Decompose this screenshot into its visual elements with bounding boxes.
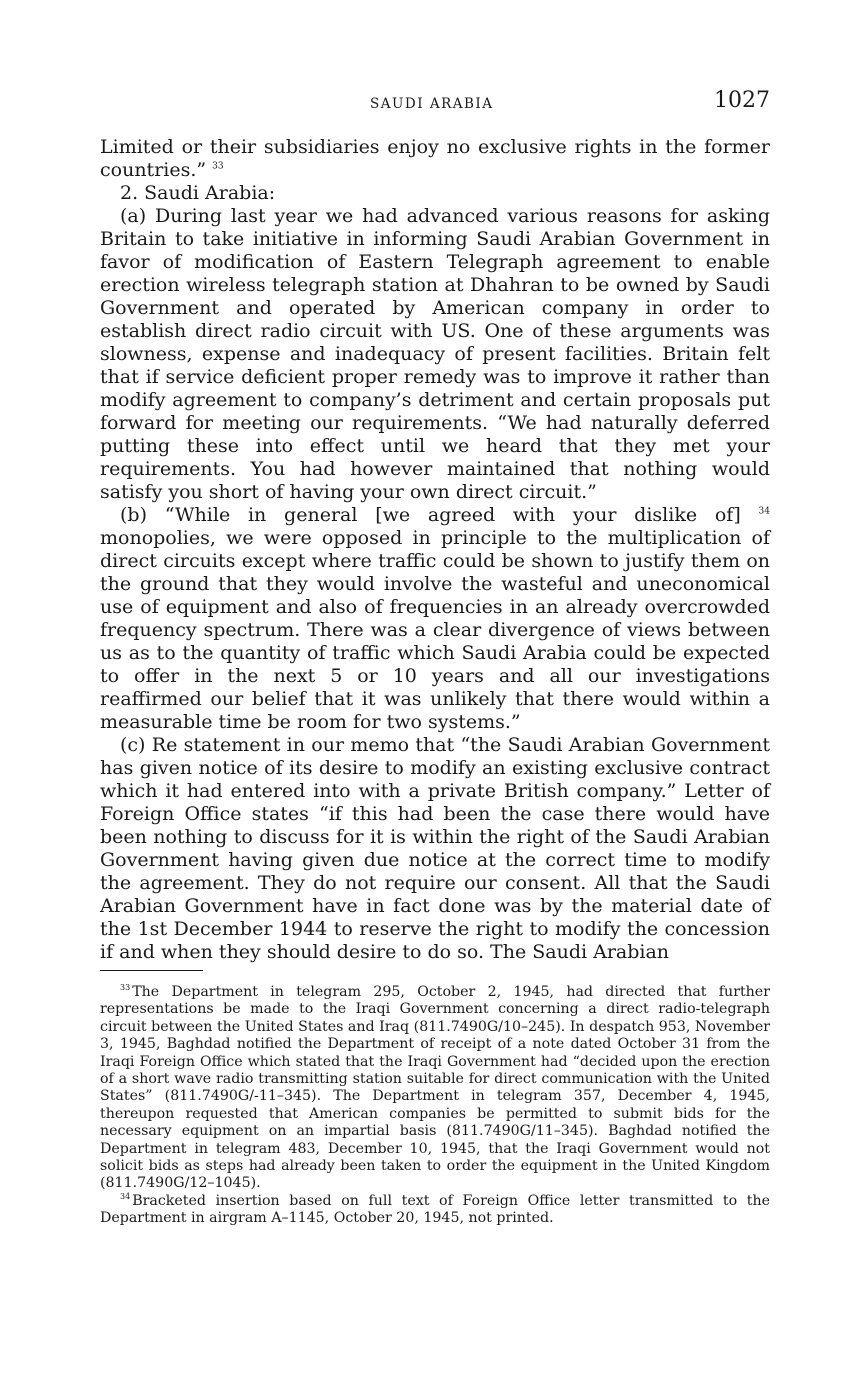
paragraph-text: Limited or their subsidiaries enjoy no exclusive rights in the former countries.” [100, 136, 770, 181]
paragraph-label: (b) [120, 504, 147, 526]
footnote-divider [100, 970, 203, 971]
footnotes [100, 984, 770, 1228]
running-head: SAUDI ARABIA [370, 96, 494, 112]
page-header [100, 88, 770, 120]
paragraph-continuation [100, 136, 770, 182]
footnote-ref-33[interactable]: 33 [212, 161, 224, 172]
footnote-text: The Department in telegram 295, October 2, 1945, had directed that further representations be made to the Iraqi Government concerning a direct radio-telegraph circuit between the United States and Iraq (811.7490G/10–245). In despatch 953, November 3, 1945, Baghdad notified the Department of receipt of a note dated October 31 from the Iraqi Foreign Office which stated that the Iraqi Government had “decided upon the erection of a short wave radio transmitting station suitable for direct communication with the United States” (811.7490G/-11–345). The Department in telegram 357, December 4, 1945, thereupon requested that American companies be permitted to submit bids for the necessary equipment on an impartial basis (811.7490G/11–345). Baghdad notified the Department in telegram 483, December 10, 1945, that the Iraqi Government would not solicit bids as steps had already been taken to order the equipment in the United Kingdom (811.7490G/12–1045). [100, 984, 770, 1192]
footnote-34 [100, 1193, 770, 1228]
footnote-mark: 33 [120, 983, 131, 993]
footnote-33 [100, 984, 770, 1193]
paragraph-label: (a) [120, 205, 147, 227]
paragraph-text: Re statement in our memo that “the Saudi Arabian Government has given notice of its desire to modify an existing exclusive contract which it had entered into with a private British company.” Letter of Foreign Office states “if this had been the case there would have been nothing to discuss for it is within the right of the Saudi Arabian Government having given due notice at the correct time to modify the agreement. They do not require our consent. All that the Saudi Arabian Government have in fact done was by the material date of the 1st December 1944 to reserve the right to modify the concession if and when they should desire to do so. The Saudi Arabian [100, 734, 771, 963]
section-heading: 2. Saudi Arabia: [120, 182, 276, 204]
paragraph-text: monopolies, we were opposed in principle to the multiplication of direct circuits except where traffic could be shown to justify them on the ground that they would involve the wasteful and uneconomical use of equipment and also of frequencies in an already overcrowded frequency spectrum. There was a clear divergence of views between us as to the quantity of traffic which Saudi Arabia could be expected to offer in the next 5 or 10 years and all our investigations reaffirmed our belief that it was unlikely that there would within a measurable time be room for two systems.” [100, 527, 770, 733]
footnote-text: Bracketed insertion based on full text of Foreign Office letter transmitted to the Department in airgram A–1145, October 20, 1945, not printed. [100, 1192, 770, 1227]
paragraph-label: (c) [120, 734, 146, 756]
body-text [100, 136, 770, 964]
paragraph-text: “While in general [we agreed with your dislike of] [164, 504, 741, 526]
paragraph-text: During last year we had advanced various reasons for asking Britain to take initiative in informing Saudi Arabian Government in favor of modification of Eastern Telegraph agreement to enable erection wireless telegraph station at Dhahran to be owned by Saudi Government and operated by American company in order to establish direct radio circuit with US. One of these arguments was slowness, expense and inadequacy of present facilities. Britain felt that if service deficient proper remedy was to improve it rather than modify agreement to company’s detriment and certain proposals put forward for meeting our requirements. “We had naturally deferred putting these into effect until we heard that they met your requirements. You had however maintained that nothing would satisfy you short of having your own direct circuit.” [100, 205, 771, 503]
footnote-mark: 34 [120, 1192, 131, 1202]
paragraph-b [100, 504, 770, 734]
paragraph-a [100, 205, 770, 504]
paragraph-c [100, 734, 770, 964]
footnote-ref-34[interactable]: 34 [758, 506, 770, 517]
page-number: 1027 [714, 88, 770, 113]
